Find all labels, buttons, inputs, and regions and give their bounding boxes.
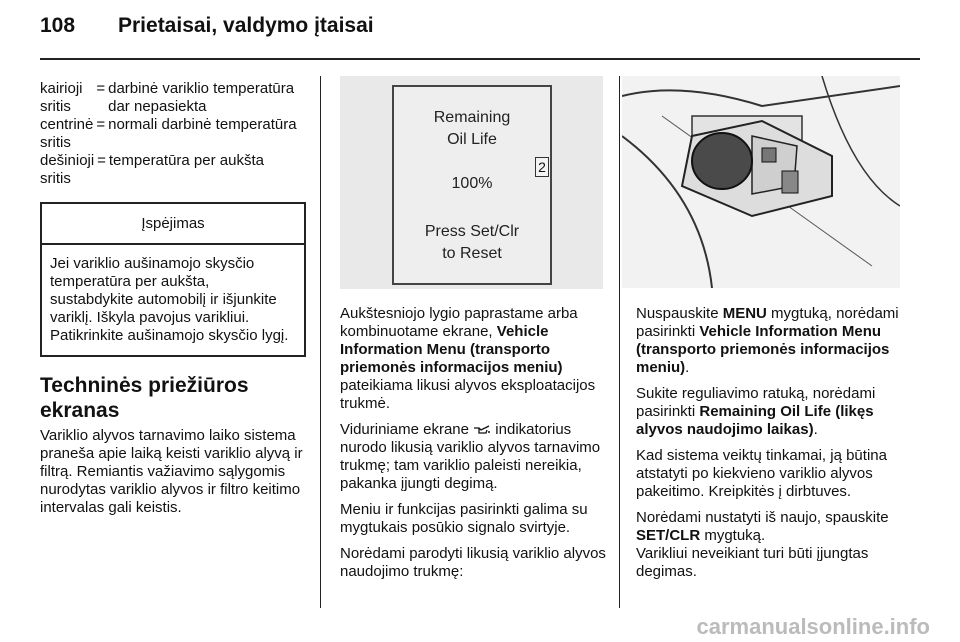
paragraph: Kad sistema veiktų tinkamai, ją būtina atstatyti po kiekvieno variklio alyvos pakeitimo. Kreipkitės į dirbtuves.: [636, 447, 887, 500]
definition-row: [40, 80, 306, 116]
definition-term: sritis: [40, 134, 71, 151]
paragraph: Meniu ir funkcijas pasirinkti galima su mygtukais posūkio signalo svirtyje.: [340, 501, 588, 536]
display-line: Remaining: [433, 109, 511, 126]
display-line: Oil Life: [447, 131, 497, 148]
definition-term: dešinioji: [40, 152, 95, 169]
definition-term: centrinė: [40, 116, 94, 133]
display-index: 2: [535, 157, 549, 177]
display-line: Press Set/Clr: [424, 223, 520, 240]
button-name: MENU: [722, 305, 767, 322]
page-number: 108: [40, 14, 76, 37]
button-name: SET/CLR: [636, 527, 701, 544]
definition-row: [40, 116, 306, 152]
definition-desc: temperatūra per aukšta: [108, 152, 264, 169]
column-1: [40, 80, 306, 517]
definition-eq: =: [96, 80, 106, 97]
section-text: Variklio alyvos tarnavimo laiko sistema praneša apie laiką keisti variklio alyvą ir filtrą. Remiantis važiavimo sąlygomis nurodytas variklio alyvos ir filtro keitimo intervalas gali keistis.: [40, 427, 303, 516]
menu-item-name: Remaining Oil Life (likęs alyvos naudojimo laikas): [636, 403, 874, 438]
page-title: Prietaisai, valdymo įtaisai: [118, 14, 374, 37]
turn-signal-lever-image: [622, 76, 900, 288]
definition-eq: =: [96, 116, 106, 133]
column-divider: [619, 76, 620, 608]
paragraph: Sukite reguliavimo ratuką, norėdami pasirinkti Remaining Oil Life (likęs alyvos naudojimo laikas).: [636, 385, 876, 438]
paragraph: Norėdami parodyti likusią variklio alyvos naudojimo trukmę:: [340, 545, 606, 580]
paragraph: Norėdami nustatyti iš naujo, spauskite SET/CLR mygtuką.: [636, 509, 889, 544]
oil-life-display-figure: [340, 76, 603, 289]
display-line: to Reset: [442, 245, 502, 262]
oil-can-icon: [473, 421, 491, 438]
definition-eq: =: [97, 152, 106, 169]
paragraph: Viduriniame ekrane indikatorius nurodo likusią variklio alyvos tarnavimo trukmę; tam variklio paleisti nereikia, pakanka įjungti degimą.: [340, 421, 601, 492]
header-rule: [40, 58, 920, 60]
section-title: Techninės priežiūros ekranas: [40, 374, 249, 422]
definition-desc: darbinė variklio temperatūra dar nepasiekta: [108, 80, 295, 115]
paragraph: Varikliui neveikiant turi būti įjungtas degimas.: [636, 545, 869, 580]
display-screen: [392, 85, 552, 285]
definition-term: kairioji: [40, 80, 83, 97]
paragraph: Aukštesniojo lygio paprastame arba kombinuotame ekrane, Vehicle Information Menu (transporto priemonės informacijos meniu) pateikiama likusi alyvos eksploatacijos trukmė.: [340, 305, 596, 412]
definition-row: [40, 152, 306, 188]
definition-term: sritis: [40, 170, 71, 187]
warning-text: Jei variklio aušinamojo skysčio temperatūra per aukšta, sustabdykite automobilį ir išjunkite variklį. Iškyla pavojus varikliui. Patikrinkite aušinamojo skysčio lygį.: [50, 255, 289, 344]
menu-name: Vehicle Information Menu (transporto priemonės informacijos meniu): [636, 323, 890, 376]
watermark: carmanualsonline.info: [696, 614, 930, 639]
definition-list: [40, 80, 306, 188]
definition-term: sritis: [40, 98, 71, 115]
warning-title: Įspėjimas: [42, 204, 304, 245]
display-percent: 100%: [451, 175, 493, 192]
column-divider: [320, 76, 321, 608]
definition-desc: normali darbinė temperatūra: [108, 116, 297, 133]
column-3: [636, 305, 906, 589]
paragraph: Nuspauskite MENU mygtuką, norėdami pasirinkti Vehicle Information Menu (transporto priemonės informacijos meniu).: [636, 305, 899, 376]
column-2: [340, 305, 606, 589]
menu-name: Vehicle Information Menu (transporto priemonės informacijos meniu): [340, 323, 563, 376]
warning-box: [40, 202, 306, 357]
